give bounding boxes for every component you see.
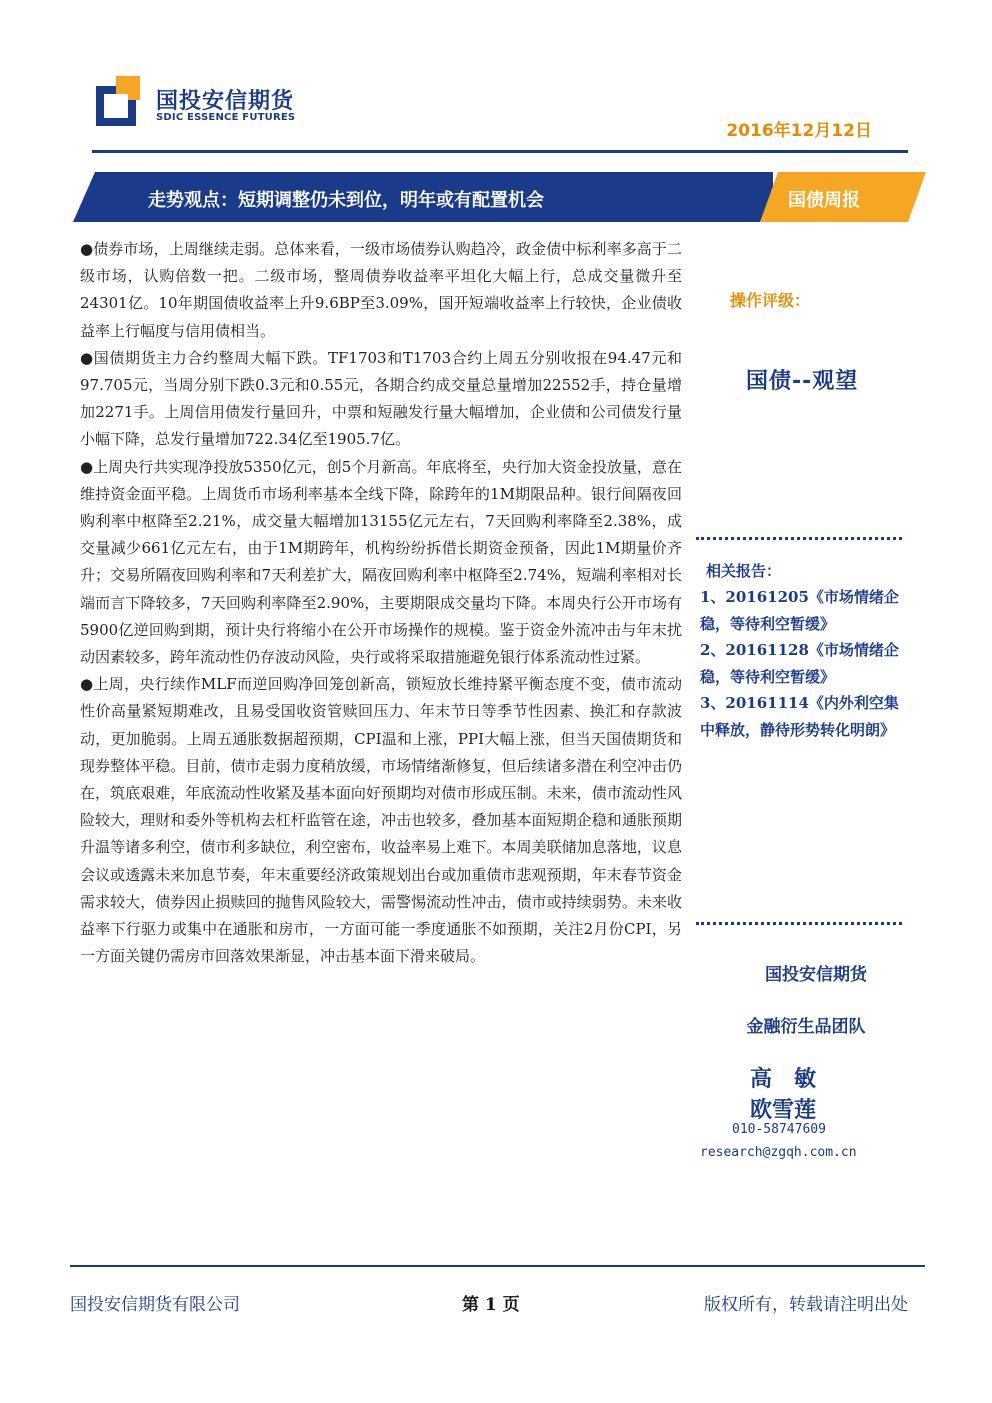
related-report-item[interactable]: 1、20161205《市场情绪企稳，等待利空暂缓》 [700,588,899,633]
report-type-label: 国债周报 [788,190,860,211]
body-paragraph-1: ●债券市场，上周继续走弱。总体来看，一级市场债券认购趋冷，政金债中标利率多高于二级市场，认购倍数一把。二级市场，整周债券收益率平坦化大幅上行，总成交量微升至24301亿。10年期国债收益率上升9.6BP至3.09%，国开短端收益率上行较快，企业债收益率上行幅度与信用债相当。 [80,240,682,340]
report-date: 2016年12月12日 [726,121,872,141]
related-reports-title: 相关报告： [706,562,782,580]
report-title: 走势观点：短期调整仍未到位，明年或有配置机会 [148,190,544,211]
contact-phone: 010-58747609 [732,1122,826,1137]
footer-company: 国投安信期货有限公司 [70,1295,240,1315]
footer-copyright: 版权所有，转载请注明出处 [704,1295,908,1315]
team-name: 金融衍生品团队 [746,1017,866,1037]
main-body [80,236,682,970]
contact-email[interactable]: research@zgqh.com.cn [700,1145,857,1160]
analyst-name: 高 敏 [749,1067,816,1092]
body-paragraph-4: ●上周，央行续作MLF而逆回购净回笼创新高，锁短放长维持紧平衡态度不变，债市流动性价高量紧短期难改，且易受国收资管赎回压力、年末节日等季节性因素、换汇和存款波动，更加脆弱。上周五通胀数据超预期，CPI温和上涨，PPI大幅上涨，但当天国债期货和现券整体平稳。目前，债市走弱力度稍放缓，市场情绪渐修复，但后续诸多潜在利空冲击仍在，筑底艰难，年底流动性收紧及基本面向好预期均对债市形成压制。未来，债市流动性风险较大，理财和委外等机构去杠杆监管在途，冲击也较多，叠加基本面短期企稳和通胀预期升温等诸多利空，债市利多缺位，利空密布，收益率易上难下。本周美联储加息落地，议息会议或透露未来加息节奏，年末重要经济政策规划出台或加重债市悲观预期，年末春节资金需求较大，债券因止损赎回的抛售风险较大，需警惕流动性冲击，债市或持续弱势。未来收益率下行驱力或集中在通胀和房市，一方面可能一季度通胀不如预期，关注2月份CPI，另一方面关键仍需房市回落效果渐显，冲击基本面下滑来破局。 [80,675,682,966]
logo-cn-text: 国投安信期货 [156,89,295,114]
sidebar-divider-bottom [696,922,902,925]
footer-divider [70,1265,925,1267]
logo-mark-icon [96,76,146,126]
page-number: 第 1 页 [462,1295,520,1315]
body-paragraph-3: ●上周央行共实现净投放5350亿元，创5个月新高。年底将至，央行加大资金投放量，意在维持资金面平稳。上周货币市场利率基本全线下降，除跨年的1M期限品种。银行间隔夜回购利率中枢降至2.21%，成交量大幅增加13155亿元左右，7天回购利率降至2.38%，成交量减少661亿元左右，由于1M期跨年，机构纷纷拆借长期资金预备，因此1M期量价齐升；交易所隔夜回购利率和7天利差扩大，隔夜回购利率中枢降至2.74%，短端利率相对长端而言下降较多，7天回购利率降至2.90%，主要期限成交量均下降。本周央行公开市场有5900亿逆回购到期，预计央行将缩小在公开市场操作的规模。鉴于资金外流冲击与年末扰动因素较多，跨年流动性仍存波动风险，央行或将采取措施避免银行体系流动性过紧。 [80,457,682,667]
sidebar-divider-top [696,537,902,540]
analyst-name: 欧雪莲 [749,1098,816,1123]
body-paragraph-2: ●国债期货主力合约整周大幅下跌。TF1703和T1703合约上周五分别收报在94.47元和97.705元，当周分别下跌0.3元和0.55元，各期合约成交量总量增加22552手，持仓量增加2271手。上周信用债发行量回升，中票和短融发行量大幅增加，企业债和公司债发行量小幅下降，总发行量增加722.34亿至1905.7亿。 [80,348,682,449]
company-name: 国投安信期货 [765,965,867,985]
rating-label: 操作评级： [730,291,811,310]
logo-en-text: SDIC ESSENCE FUTURES [156,112,296,123]
related-report-item[interactable]: 2、20161128《市场情绪企稳，等待利空暂缓》 [700,641,899,686]
related-report-item[interactable]: 3、20161114《内外利空集中释放，静待形势转化明朗》 [700,694,899,739]
related-reports-list [700,584,900,743]
rating-value: 国债--观望 [746,369,859,394]
header-divider [92,150,908,153]
company-logo [96,74,306,134]
